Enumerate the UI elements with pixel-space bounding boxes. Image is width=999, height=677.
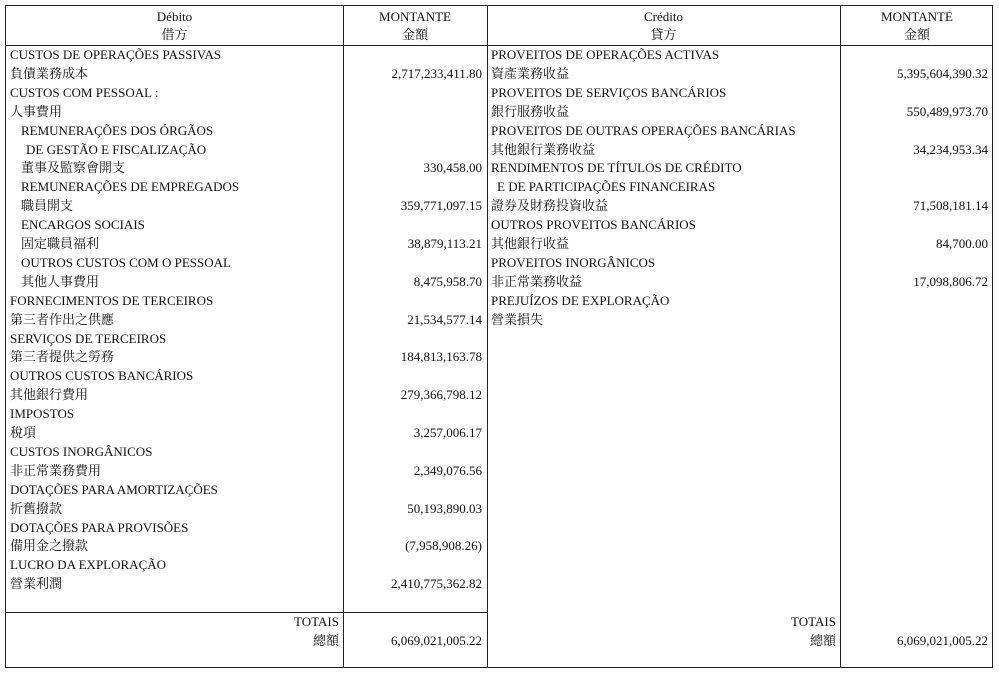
credit-totals-label-pt: TOTAIS — [791, 614, 836, 629]
debit-row-label: OUTROS CUSTOS BANCÁRIOS — [10, 368, 194, 384]
credit-row-label: PROVEITOS DE SERVIÇOS BANCÁRIOS — [491, 84, 727, 100]
debit-row-amount: 2,349,076.56 — [413, 462, 482, 478]
debit-row-label: DOTAÇÕES PARA PROVISÕES — [10, 519, 189, 535]
debit-row-label: OUTROS CUSTOS COM O PESSOAL — [21, 254, 231, 270]
credit-row-label: PROVEITOS INORGÂNICOS — [491, 254, 656, 270]
credit-row-label: 營業損失 — [491, 311, 544, 327]
debit-row-label: 折舊撥款 — [10, 500, 63, 516]
debit-row-amount: 279,366,798.12 — [400, 387, 482, 403]
debit-row-amount: (7,958,908.26) — [405, 538, 482, 554]
credit-header-pt: Crédito — [644, 9, 683, 24]
credit-row-label: 資產業務收益 — [491, 65, 570, 81]
profit-loss-table — [5, 5, 993, 668]
debit-header-zh: 借方 — [161, 27, 188, 42]
debit-row-amount: 2,717,233,411.80 — [391, 65, 482, 81]
credit-row-label: PREJUÍZOS DE EXPLORAÇÃO — [491, 292, 670, 308]
credit-row-label: 非正常業務收益 — [491, 273, 583, 289]
debit-row-label: SERVIÇOS DE TERCEIROS — [10, 330, 167, 346]
debit-row-label: 稅項 — [10, 425, 37, 440]
debit-row-amount: 38,879,113.21 — [407, 236, 482, 251]
debit-row-label: CUSTOS COM PESSOAL : — [10, 84, 159, 100]
debit-row-amount: 21,534,577.14 — [407, 311, 482, 327]
debit-row-label: ENCARGOS SOCIAIS — [21, 217, 145, 233]
debit-row-label: DE GESTÃO E FISCALIZAÇÃO — [26, 141, 207, 157]
debit-totals-label-pt: TOTAIS — [294, 614, 339, 629]
debit-row-label: 第三者作出之供應 — [10, 311, 115, 327]
debit-row-label: 非正常業務費用 — [10, 462, 102, 478]
debit-row-label: REMUNERAÇÕES DOS ÓRGÃOS — [21, 122, 214, 138]
credit-row-label: E DE PARTICIPAÇÕES FINANCEIRAS — [497, 179, 716, 195]
debit-row-label: 固定職員福利 — [21, 236, 100, 251]
credit-row-label: PROVEITOS DE OUTRAS OPERAÇÕES BANCÁRIAS — [491, 122, 796, 138]
credit-amount-header-zh: 金額 — [903, 27, 930, 42]
debit-row-amount: 2,410,775,362.82 — [391, 576, 482, 592]
debit-row-label: DOTAÇÕES PARA AMORTIZAÇÕES — [10, 481, 218, 497]
debit-row-label: 其他人事費用 — [21, 273, 100, 289]
debit-amount-header-zh: 金額 — [401, 27, 428, 42]
credit-row-amount: 84,700.00 — [936, 236, 988, 251]
credit-totals-label-zh: 總額 — [809, 633, 836, 648]
debit-row-label: 董事及監察會開支 — [21, 160, 126, 176]
debit-row-label: CUSTOS INORGÂNICOS — [10, 443, 153, 459]
credit-row-label: 銀行服務收益 — [491, 103, 570, 119]
credit-row-amount: 71,508,181.14 — [913, 198, 988, 214]
debit-amount-header-pt: MONTANTE — [379, 9, 451, 24]
debit-row-label: FORNECIMENTOS DE TERCEIROS — [10, 292, 214, 308]
credit-header-zh: 貸方 — [650, 27, 677, 42]
credit-row-amount: 17,098,806.72 — [913, 273, 988, 289]
debit-totals-amount: 6,069,021,005.22 — [391, 633, 482, 648]
credit-row-label: RENDIMENTOS DE TÍTULOS DE CRÉDITO — [491, 160, 742, 176]
credit-totals-amount: 6,069,021,005.22 — [897, 633, 988, 648]
debit-row-amount: 184,813,163.78 — [400, 349, 482, 365]
debit-row-label: 營業利潤 — [10, 576, 63, 592]
debit-row-amount: 330,458.00 — [423, 160, 482, 176]
credit-row-amount: 550,489,973.70 — [906, 103, 988, 119]
debit-row-label: CUSTOS DE OPERAÇÕES PASSIVAS — [10, 47, 222, 62]
debit-row-amount: 8,475,958.70 — [413, 273, 482, 289]
debit-row-amount: 359,771,097.15 — [400, 198, 482, 214]
credit-amount-header-pt: MONTANTE — [881, 9, 953, 24]
debit-row-label: 負債業務成本 — [10, 65, 89, 81]
debit-row-amount: 50,193,890.03 — [407, 500, 482, 516]
column-divider — [343, 6, 344, 667]
debit-row-label: IMPOSTOS — [10, 406, 75, 422]
credit-row-label: 其他銀行業務收益 — [491, 141, 596, 157]
debit-row-label: 職員開支 — [21, 198, 74, 214]
debit-row-label: 人事費用 — [10, 103, 63, 119]
debit-totals-label-zh: 總額 — [312, 633, 339, 648]
debit-row-amount: 3,257,006.17 — [413, 425, 482, 440]
credit-row-label: PROVEITOS DE OPERAÇÕES ACTIVAS — [491, 47, 720, 62]
debit-row-label: 其他銀行費用 — [10, 387, 89, 403]
credit-row-label: OUTROS PROVEITOS BANCÁRIOS — [491, 217, 696, 233]
debit-row-label: 備用金之撥款 — [10, 538, 89, 554]
column-divider — [487, 6, 488, 667]
credit-row-amount: 5,395,604,390.32 — [897, 65, 988, 81]
credit-row-label: 其他銀行收益 — [491, 236, 570, 251]
credit-row-amount: 34,234,953.34 — [913, 141, 988, 157]
debit-row-label: REMUNERAÇÕES DE EMPREGADOS — [21, 179, 240, 195]
debit-row-label: 第三者提供之勞務 — [10, 349, 115, 365]
debit-header-pt: Débito — [156, 9, 193, 24]
credit-row-label: 證券及財務投資收益 — [491, 198, 609, 214]
debit-row-label: LUCRO DA EXPLORAÇÃO — [10, 557, 167, 573]
